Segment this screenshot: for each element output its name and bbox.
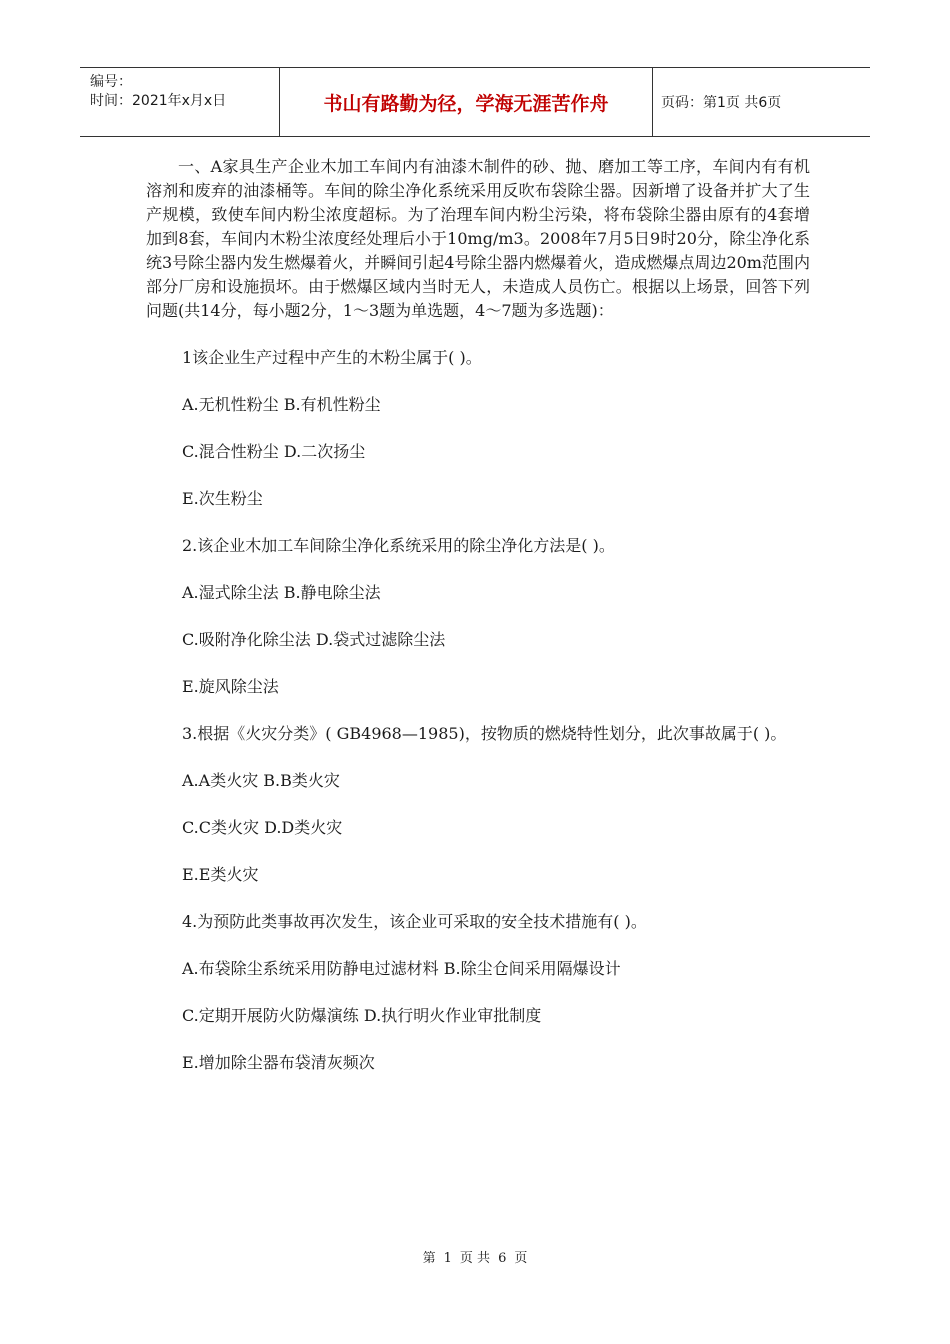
document-body	[146, 155, 810, 1075]
header-motto: 书山有路勤为径，学海无涯苦作舟	[280, 68, 653, 136]
intro-paragraph: 一、A家具生产企业木加工车间内有油漆木制件的砂、抛、磨加工等工序，车间内有有机溶剂和废弃的油漆桶等。车间的除尘净化系统采用反吹布袋除尘器。因新增了设备并扩大了生产规模，致使车间内粉尘浓度超标。为了治理车间内粉尘污染，将布袋除尘器由原有的4套增加到8套，车间内木粉尘浓度经处理后小于10mg/m3。2008年7月5日9时20分，除尘净化系统3号除尘器内发生燃爆着火，并瞬间引起4号除尘器内燃爆着火，造成燃爆点周边20m范围内部分厂房和设施损坏。由于燃爆区域内当时无人，未造成人员伤亡。根据以上场景，回答下列问题(共14分，每小题2分，1～3题为单选题，4～7题为多选题)：	[146, 157, 810, 320]
footer-suffix: 页	[514, 1251, 528, 1266]
question-4-options-cd: C.定期开展防火防爆演练 D.执行明火作业审批制度	[182, 1006, 542, 1025]
question-2-options-ab: A.湿式除尘法 B.静电除尘法	[182, 583, 381, 602]
header-page-info: 页码：第1页 共6页	[661, 95, 782, 111]
question-1-options-ab: A.无机性粉尘 B.有机性粉尘	[182, 395, 381, 414]
question-1-stem: 1该企业生产过程中产生的木粉尘属于( )。	[182, 348, 482, 367]
question-1-options-cd: C.混合性粉尘 D.二次扬尘	[182, 442, 366, 461]
question-3-options-ab: A.A类火灾 B.B类火灾	[182, 771, 340, 790]
page-header	[80, 67, 870, 137]
question-3-options-cd: C.C类火灾 D.D类火灾	[182, 818, 343, 837]
question-3-stem: 3.根据《火灾分类》( GB4968—1985)，按物质的燃烧特性划分，此次事故属于( )。	[182, 724, 787, 743]
date-line: 时间：2021年x月x日	[90, 93, 227, 109]
page-footer	[0, 1247, 950, 1266]
question-4-option-e: E.增加除尘器布袋清灰频次	[182, 1053, 375, 1072]
footer-current-page: 1	[443, 1251, 452, 1266]
question-4-stem: 4.为预防此类事故再次发生，该企业可采取的安全技术措施有( )。	[182, 912, 647, 931]
footer-mid: 页 共	[459, 1251, 491, 1266]
question-1-option-e: E.次生粉尘	[182, 489, 263, 508]
question-3-option-e: E.E类火灾	[182, 865, 259, 884]
question-2-option-e: E.旋风除尘法	[182, 677, 279, 696]
header-meta	[80, 68, 280, 136]
question-2-options-cd: C.吸附净化除尘法 D.袋式过滤除尘法	[182, 630, 446, 649]
footer-total-pages: 6	[498, 1251, 507, 1266]
question-2-stem: 2.该企业木加工车间除尘净化系统采用的除尘净化方法是( )。	[182, 536, 615, 555]
footer-prefix: 第	[422, 1251, 436, 1266]
serial-label: 编号：	[90, 74, 132, 90]
question-4-options-ab: A.布袋除尘系统采用防静电过滤材料 B.除尘仓间采用隔爆设计	[182, 959, 621, 978]
